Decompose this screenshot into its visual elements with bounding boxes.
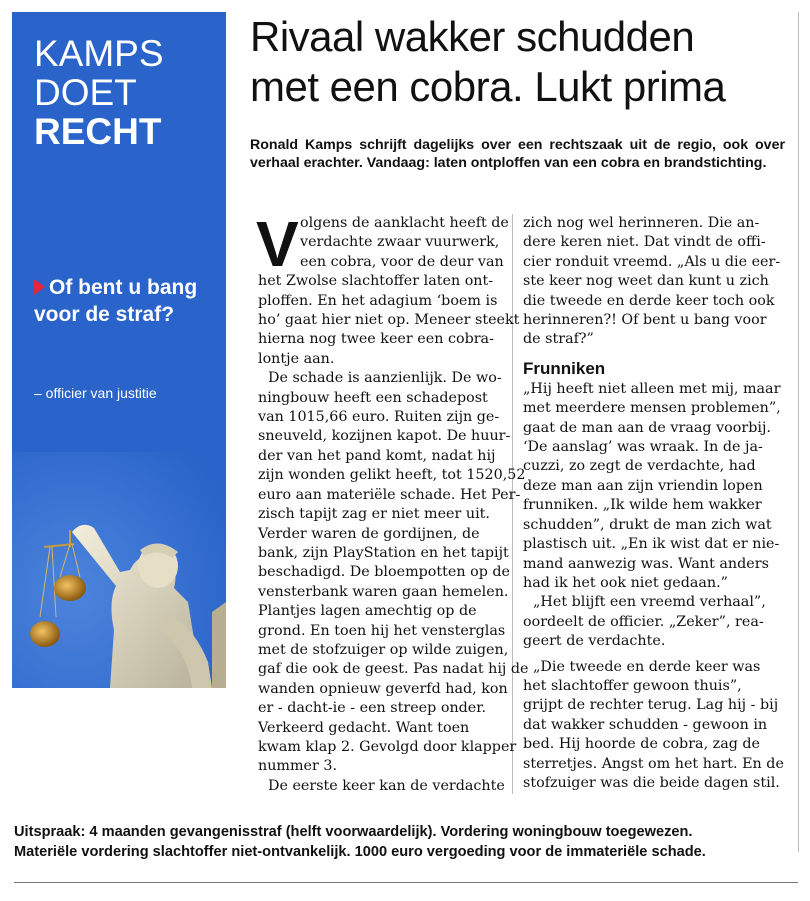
body-line: dere keren niet. Dat vindt de offi- [523,234,766,251]
column-kicker [34,34,164,151]
body-line: oordeelt de officier. „Zeker”, rea- [523,613,764,630]
body-line: zisch tapijt zag er niet meer uit. [258,506,490,523]
body-line: er - dacht-ie - een streep onder. [258,700,487,717]
body-line: Plantjes lagen amechtig op de [258,603,477,620]
kicker-line-3: RECHT [34,111,162,152]
body-line: ho’ gaat hier niet op. Meneer steekt [258,312,520,329]
body-line: met meerdere mensen problemen”, [523,400,781,417]
body-line: kwam klap 2. Gevolgd door klapper [258,738,517,755]
body-line: gaf die ook de geest. Pas nadat hij de [258,661,529,678]
body-line: zijn wonden gelikt heeft, tot 1520,52 [258,467,526,484]
body-line: hierna nog twee keer een cobra- [258,331,494,348]
quote-arrow-icon [34,279,45,295]
body-line: ‘De aanslag’ was wraak. In de ja- [523,439,763,456]
body-line: olgens de aanklacht heeft de [300,215,509,231]
body-line: met de stofzuiger op wilde zuigen, [258,641,509,658]
body-line: De schade is aanzienlijk. De wo- [268,370,502,387]
body-line: de straf?” [523,331,594,348]
body-line: verdachte zwaar vuurwerk, [300,234,500,251]
body-line: Verkeerd gedacht. Want toen [258,719,470,736]
subheading: Frunniken [523,358,606,378]
body-line: De eerste keer kan de verdachte [268,777,505,794]
headline-line-2: met een cobra. Lukt prima [250,63,726,110]
body-line: ningbouw heeft een schadepost [258,389,488,406]
body-line: „Hij heeft niet alleen met mij, maar [523,380,781,397]
body-line: der van het pand komt, nadat hij [258,447,496,464]
body-line: het Zwolse slachtoffer laten ont- [258,273,494,290]
body-line: die tweede en derde keer toch ook [523,292,775,309]
body-line: sterretjes. Angst om het hart. En de [523,755,784,772]
body-line: gaat de man aan de vraag voorbij. [523,419,771,436]
body-line: frunniken. „Ik wilde hem wakker [523,497,762,514]
body-line: wanden opnieuw geverfd had, kon [258,680,508,697]
body-line: beschadigd. De bloempotten op de [258,564,511,581]
verdict-line-2: Materiële vordering slachtoffer niet-ontvankelijk. 1000 euro vergoeding voor de immateriële schade. [14,844,706,860]
body-line: van 1015,66 euro. Ruiten zijn ge- [258,409,500,426]
body-line: grijpt de rechter terug. Lag hij - bij [523,697,779,714]
body-line: geert de verdachte. [523,633,666,650]
body-line: zich nog wel herinneren. Die an- [523,215,760,231]
body-line: plastisch uit. „En ik wist dat er nie- [523,536,780,553]
body-line: het slachtoffer gewoon thuis”, [523,677,742,694]
kicker-line-2: DOET [34,72,137,113]
sidebar-panel [12,12,226,688]
body-line: herinneren?! Of bent u bang voor [523,312,767,329]
body-line: bed. Hij hoorde de cobra, zag de [523,736,761,753]
body-line: stofzuiger was die beide dagen stil. [523,774,780,791]
body-line: ste keer nog weet dan kunt u zich [523,273,769,290]
body-line: nummer 3. [258,758,338,775]
body-line: lontje aan. [258,350,335,367]
body-line: mand aanwezig was. Want anders [523,555,769,572]
pull-quote-text: Of bent u bang voor de straf? [34,276,198,326]
article-column-2 [523,214,784,793]
body-line: vensterbank waren gaan hemelen. [258,583,509,600]
body-line: euro aan materiële schade. Het Per- [258,486,521,503]
pull-quote [34,274,219,328]
article-lede: Ronald Kamps schrijft dagelijks over een rechtszaak uit de regio, ook over verhaal erachter. Vandaag: laten ontploffen van een cobra en brandstichting. [250,137,785,171]
body-line: dat wakker schudden - gewoon in [523,716,768,733]
kicker-line-1: KAMPS [34,33,164,74]
article-column-1 [256,208,529,796]
right-divider [798,12,799,852]
quote-attribution: – officier van justitie [34,385,157,401]
verdict-line-1: Uitspraak: 4 maanden gevangenisstraf (helft voorwaardelijk). Vordering woningbouw toegewezen. [14,824,693,840]
body-line: „Het blijft een vreemd verhaal”, [533,594,766,611]
body-line: sneuveld, kozijnen kapot. De huur- [258,428,511,445]
body-line: Verder waren de gordijnen, de [258,525,480,542]
body-line: bank, zijn PlayStation en het tapijt [258,544,509,561]
article-headline [250,12,795,112]
lady-justice-illustration [12,452,226,688]
body-line: cuzzi, zo zegt de verdachte, had [523,458,756,475]
body-line: grond. En toen hij het vensterglas [258,622,506,639]
verdict-box [14,822,794,862]
body-line: schudden”, drukt de man zich wat [523,516,772,533]
headline-line-1: Rivaal wakker schudden [250,13,695,60]
body-line: ploffen. En het adagium ‘boem is [258,292,498,309]
body-line: „Die tweede en derde keer was [533,658,761,675]
body-line: cier ronduit vreemd. „Als u die eer- [523,253,781,270]
body-line: deze man aan zijn vriendin lopen [523,477,763,494]
bottom-rule [14,882,798,883]
drop-cap: V [256,208,299,280]
body-line: een cobra, voor de deur van [300,253,504,270]
body-line: had ik het ook niet gedaan.” [523,574,728,591]
